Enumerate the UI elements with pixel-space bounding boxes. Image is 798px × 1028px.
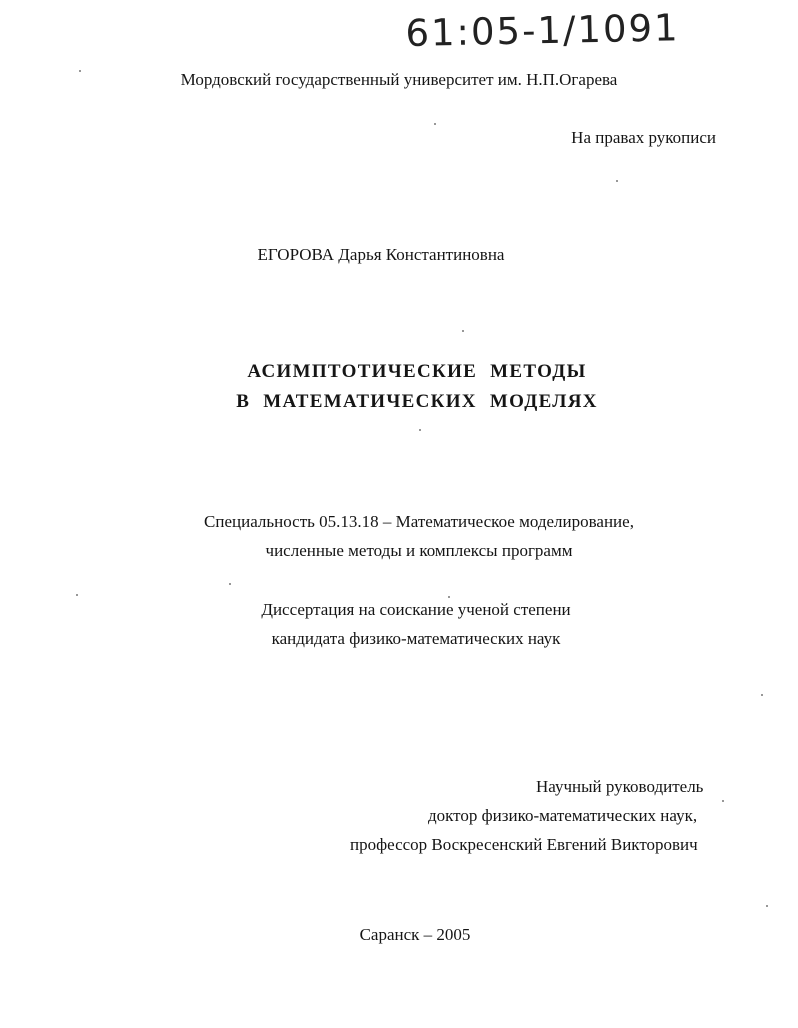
- dissertation-title-line-1: АСИМПТОТИЧЕСКИЕ МЕТОДЫ: [247, 361, 587, 382]
- author-name: ЕГОРОВА Дарья Константиновна: [257, 245, 505, 264]
- scan-dot: [229, 583, 231, 585]
- scan-dot: [448, 596, 450, 598]
- scan-dot: [761, 694, 763, 696]
- scan-dot: [434, 123, 436, 125]
- degree-line-2: кандидата физико-математических наук: [271, 629, 561, 648]
- scan-dot: [462, 330, 464, 332]
- scan-dot: [766, 905, 768, 907]
- supervisor-label: Научный руководитель: [536, 777, 704, 796]
- scan-dot: [76, 594, 78, 596]
- scan-dot: [419, 429, 421, 431]
- dissertation-title-line-2: В МАТЕМАТИЧЕСКИХ МОДЕЛЯХ: [236, 391, 598, 412]
- scan-dot: [722, 800, 724, 802]
- university-name: Мордовский государственный университет им. Н.П.Огарева: [180, 70, 618, 89]
- handwritten-catalog-number: 61:05-1/1091: [405, 6, 680, 55]
- specialty-line-2: численные методы и комплексы программ: [265, 541, 573, 560]
- supervisor-name: профессор Воскресенский Евгений Викторович: [350, 835, 698, 854]
- scan-dot: [616, 180, 618, 182]
- scan-dot: [79, 70, 81, 72]
- degree-line-1: Диссертация на соискание ученой степени: [261, 600, 571, 619]
- city-and-year: Саранск – 2005: [359, 925, 471, 944]
- manuscript-note: На правах рукописи: [571, 128, 716, 147]
- supervisor-degree: доктор физико-математических наук,: [428, 806, 698, 825]
- specialty-line-1: Специальность 05.13.18 – Математическое моделирование,: [204, 512, 634, 531]
